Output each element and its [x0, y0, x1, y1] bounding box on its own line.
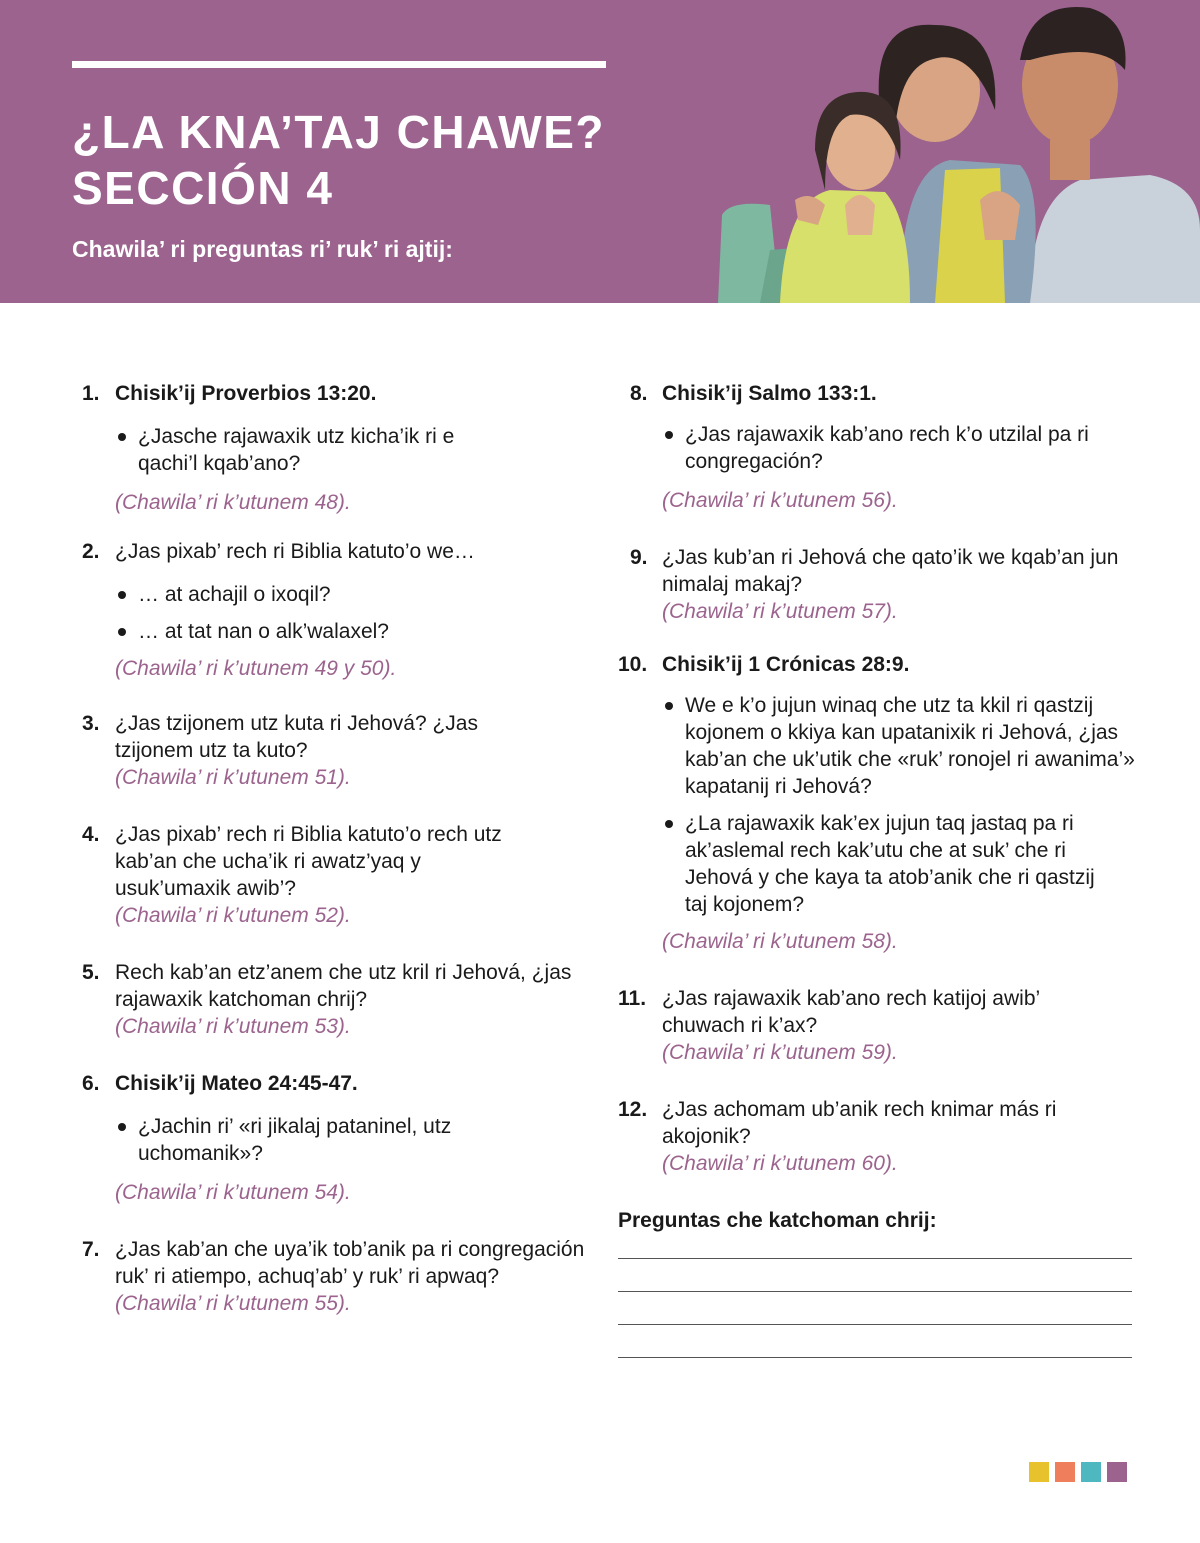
reference-lesson: (Chawila’ ri k’utunem 58). — [662, 930, 898, 953]
yellow-swatch — [1029, 1462, 1049, 1482]
personal-questions-section — [618, 1207, 1138, 1358]
question-bullets — [662, 692, 1138, 918]
question-6 — [82, 1070, 602, 1206]
question-number: 4. — [82, 823, 100, 846]
writing-line[interactable] — [618, 1357, 1132, 1358]
reference-lesson: (Chawila’ ri k’utunem 60). — [662, 1152, 898, 1175]
reference-lesson: (Chawila’ ri k’utunem 51). — [115, 766, 351, 789]
teal-swatch — [1081, 1462, 1101, 1482]
question-text: ¿Jas kab’an che uya’ik tob’anik pa ri congregación ruk’ ri atiempo, achuq’ab’ y ruk’ ri apwaq? — [115, 1238, 585, 1288]
color-swatches — [1029, 1462, 1127, 1482]
question-text: Chisik’ij Salmo 133:1. — [662, 382, 877, 405]
page-subtitle: Chawila’ ri preguntas ri’ ruk’ ri ajtij: — [72, 236, 453, 262]
question-text: Rech kab’an etz’anem che utz kril ri Jehová, ¿jas rajawaxik katchoman chrij? — [115, 961, 572, 1011]
reference-lesson: (Chawila’ ri k’utunem 54). — [115, 1181, 351, 1204]
question-12 — [618, 1096, 1098, 1177]
bullet-item: … at tat nan o alk’walaxel? — [115, 618, 602, 645]
reference-lesson: (Chawila’ ri k’utunem 53). — [115, 1015, 351, 1038]
question-bullets — [115, 1113, 602, 1167]
reference-lesson: (Chawila’ ri k’utunem 48). — [115, 491, 351, 514]
question-text: ¿Jas pixab’ rech ri Biblia katuto’o we… — [115, 540, 475, 563]
question-number: 5. — [82, 961, 100, 984]
question-bullets — [115, 423, 602, 477]
question-bullets — [662, 421, 1138, 475]
question-text: Chisik’ij Proverbios 13:20. — [115, 382, 377, 405]
question-bullets — [115, 581, 602, 645]
question-number: 12. — [618, 1098, 648, 1121]
question-number: 11. — [618, 987, 647, 1010]
title-line-2: SECCIÓN 4 — [72, 162, 334, 214]
title-line-1: ¿LA KNA’TAJ CHAWE? — [72, 106, 605, 158]
question-2 — [82, 538, 602, 682]
reference-lesson: (Chawila’ ri k’utunem 56). — [662, 489, 898, 512]
question-number: 3. — [82, 712, 100, 735]
question-7 — [82, 1236, 602, 1317]
question-3 — [82, 710, 482, 791]
question-text: ¿Jas rajawaxik kab’ano rech katijoj awib’ chuwach ri k’ax? — [662, 987, 1040, 1037]
question-text: ¿Jas pixab’ rech ri Biblia katuto’o rech utz kab’an che ucha’ik ri awatz’yaq y usuk’umaxik awib’? — [115, 823, 502, 900]
question-9 — [618, 544, 1138, 625]
reference-lesson: (Chawila’ ri k’utunem 57). — [662, 600, 898, 623]
reference-lesson: (Chawila’ ri k’utunem 59). — [662, 1041, 898, 1064]
family-praying-illustration — [700, 0, 1200, 303]
bullet-item: ¿Jachin ri’ «ri jikalaj pataninel, utz uchomanik»? — [115, 1113, 475, 1167]
bullet-item: ¿La rajawaxik kak’ex jujun taq jastaq pa ri ak’aslemal rech kak’utu che at suk’ che ri Jehová y che kaya ta atob’anik che ri qastzij taj kojonem? — [662, 810, 1112, 918]
question-8 — [618, 380, 1138, 514]
question-1 — [82, 380, 602, 516]
bullet-item: ¿Jas rajawaxik kab’ano rech k’o utzilal pa ri congregación? — [662, 421, 1102, 475]
question-text: Chisik’ij 1 Crónicas 28:9. — [662, 653, 910, 676]
question-text: ¿Jas tzijonem utz kuta ri Jehová? ¿Jas tzijonem utz ta kuto? — [115, 712, 478, 762]
question-text: ¿Jas kub’an ri Jehová che qato’ik we kqab’an jun nimalaj makaj? — [662, 546, 1119, 596]
personal-questions-title: Preguntas che katchoman chrij: — [618, 1209, 937, 1232]
questions-right-column — [618, 380, 1138, 1390]
question-number: 9. — [630, 546, 648, 569]
writing-lines — [618, 1258, 1132, 1358]
header-rule — [72, 61, 606, 68]
reference-lesson: (Chawila’ ri k’utunem 49 y 50). — [115, 657, 397, 680]
question-number: 7. — [82, 1238, 100, 1261]
reference-lesson: (Chawila’ ri k’utunem 52). — [115, 904, 351, 927]
question-5 — [82, 959, 582, 1040]
question-text: ¿Jas achomam ub’anik rech knimar más ri akojonik? — [662, 1098, 1057, 1148]
bullet-item: We e k’o jujun winaq che utz ta kkil ri qastzij kojonem o kkiya kan upatanixik ri Jehová, ¿jas kab’an che uk’utik che «ruk’ ronojel ri awanima’» kapatanij ri Jehová? — [662, 692, 1138, 800]
orange-swatch — [1055, 1462, 1075, 1482]
header-banner — [0, 0, 1200, 303]
page-title — [72, 104, 712, 216]
question-4 — [82, 821, 522, 929]
writing-line[interactable] — [618, 1291, 1132, 1292]
writing-line[interactable] — [618, 1324, 1132, 1325]
bullet-item: ¿Jasche rajawaxik utz kicha’ik ri e qachi’l kqab’ano? — [115, 423, 475, 477]
question-text: Chisik’ij Mateo 24:45-47. — [115, 1072, 358, 1095]
writing-line[interactable] — [618, 1258, 1132, 1259]
question-number: 1. — [82, 382, 100, 405]
question-number: 8. — [630, 382, 648, 405]
questions-left-column — [82, 380, 602, 1317]
purple-swatch — [1107, 1462, 1127, 1482]
bullet-item: … at achajil o ixoqil? — [115, 581, 602, 608]
question-11 — [618, 985, 1088, 1066]
question-number: 2. — [82, 540, 100, 563]
question-number: 6. — [82, 1072, 100, 1095]
question-10 — [618, 651, 1138, 955]
question-number: 10. — [618, 653, 648, 676]
reference-lesson: (Chawila’ ri k’utunem 55). — [115, 1292, 351, 1315]
